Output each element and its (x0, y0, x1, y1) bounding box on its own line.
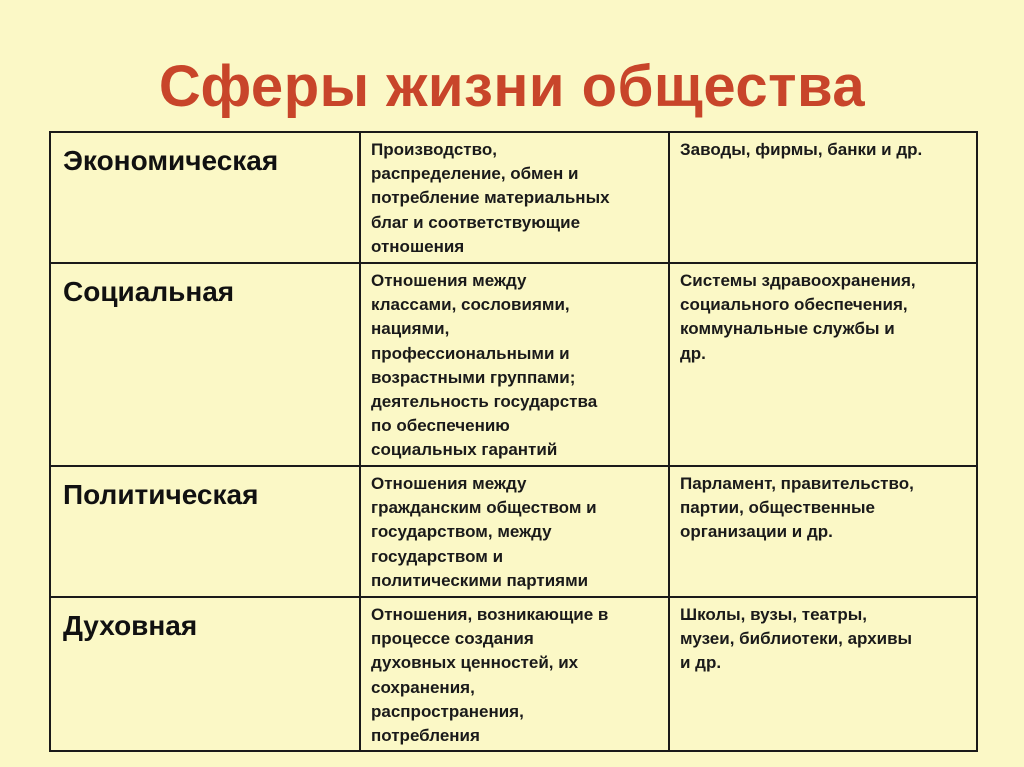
table-row-spiritual (50, 597, 977, 751)
sphere-name: Политическая (63, 479, 259, 510)
description-cell (360, 597, 669, 751)
description-cell (360, 466, 669, 597)
sphere-institutions: Системы здравоохранения, социального обеспечения, коммунальные службы и др. (680, 271, 916, 363)
sphere-institutions: Заводы, фирмы, банки и др. (680, 140, 923, 159)
spheres-table (49, 131, 978, 752)
table-row-political (50, 466, 977, 597)
institutions-cell (669, 132, 977, 263)
table-row-economic (50, 132, 977, 263)
description-cell (360, 132, 669, 263)
sphere-cell (50, 597, 360, 751)
institutions-cell (669, 466, 977, 597)
description-cell (360, 263, 669, 466)
sphere-institutions: Парламент, правительство, партии, общественные организации и др. (680, 474, 914, 542)
sphere-cell (50, 263, 360, 466)
slide-title: Сферы жизни общества (158, 54, 866, 119)
institutions-cell (669, 263, 977, 466)
sphere-name: Экономическая (63, 145, 279, 176)
sphere-cell (50, 132, 360, 263)
sphere-description: Отношения между гражданским обществом и государством, между государством и политическими партиями (371, 474, 597, 590)
sphere-name: Духовная (63, 610, 198, 641)
sphere-name: Социальная (63, 276, 235, 307)
sphere-description: Отношения между классами, сословиями, нациями, профессиональными и возрастными группами; деятельность государства по обеспечению социальных гарантий (371, 271, 598, 460)
sphere-description: Отношения, возникающие в процессе создания духовных ценностей, их сохранения, распространения, потребления (371, 605, 609, 746)
sphere-cell (50, 466, 360, 597)
sphere-description: Производство, распределение, обмен и потребление материальных благ и соответствующие отношения (371, 140, 610, 256)
table-row-social (50, 263, 977, 466)
sphere-institutions: Школы, вузы, театры, музеи, библиотеки, архивы и др. (680, 605, 913, 673)
institutions-cell (669, 597, 977, 751)
